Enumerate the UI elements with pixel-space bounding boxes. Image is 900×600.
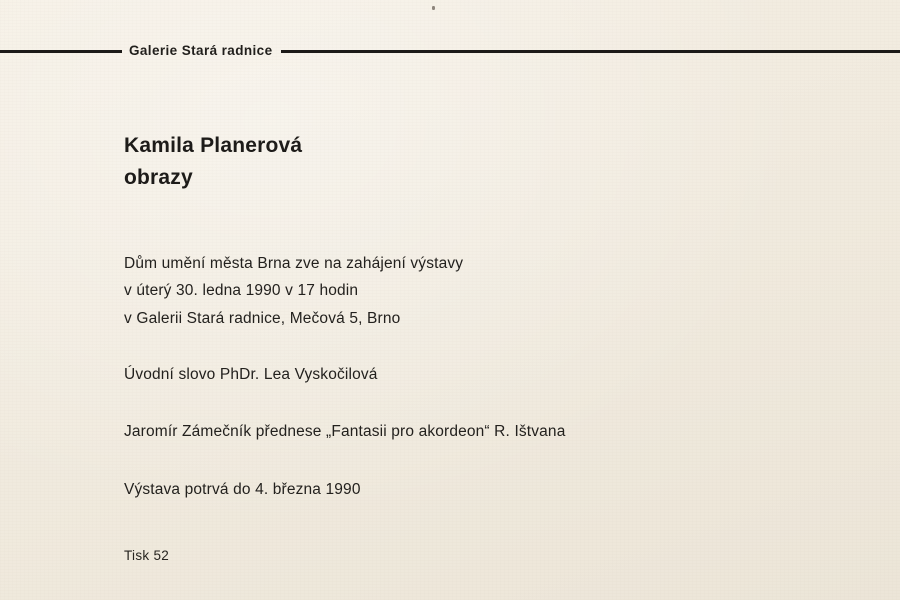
rule-segment-right [281,50,900,53]
exhibition-subject: obrazy [124,165,193,189]
exhibition-duration-paragraph: Výstava potrvá do 4. března 1990 [124,480,361,498]
invitation-line-3: v Galerii Stará radnice, Mečová 5, Brno [124,309,401,327]
paper-speck [432,6,435,10]
music-performance-paragraph: Jaromír Zámečník přednese „Fantasii pro akordeon“ R. Ištvana [124,423,566,441]
artist-name: Kamila Planerová [124,134,303,157]
rule-segment-left [0,50,122,53]
title-block [124,130,840,194]
print-number: Tisk 52 [124,548,170,563]
header-rule [0,42,900,60]
gallery-label: Galerie Stará radnice [129,42,273,58]
invitation-line-2: v úterý 30. ledna 1990 v 17 hodin [124,282,359,300]
invitation-line-1: Dům umění města Brna zve na zahájení výstavy [124,254,464,272]
invitation-paragraph [124,250,840,333]
opening-word-paragraph: Úvodní slovo PhDr. Lea Vyskočilová [124,365,378,383]
invitation-body [124,130,840,503]
